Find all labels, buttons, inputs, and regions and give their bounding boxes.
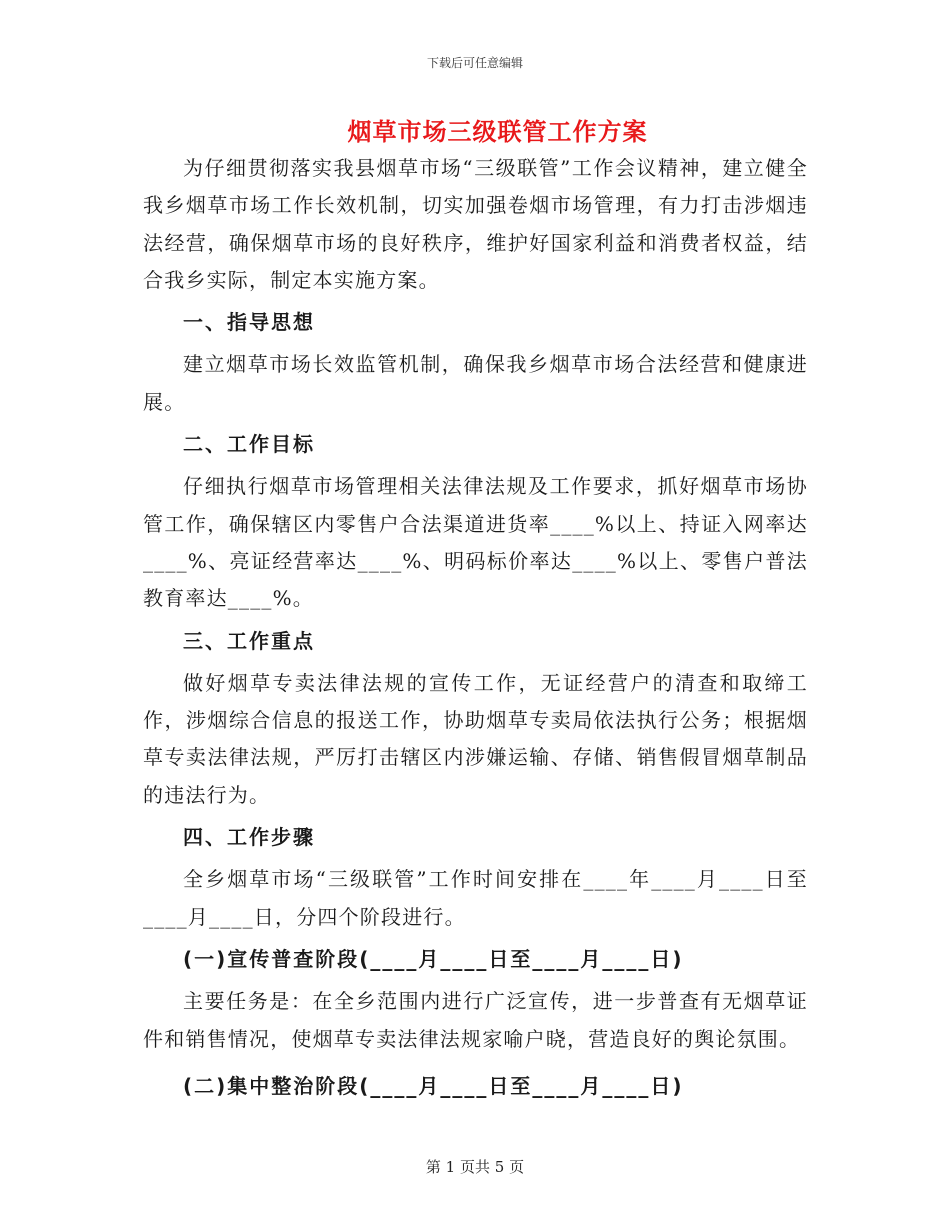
publicity-stage-paragraph: 主要任务是：在全乡范围内进行广泛宣传，进一步普查有无烟草证件和销售情况，使烟草专卖法律法规家喻户晓，营造良好的舆论氛围。 (143, 989, 808, 1051)
section-heading-work-focus: 三、工作重点 (183, 628, 315, 653)
page-footer: 第 1 页共 5 页 (425, 1158, 525, 1176)
section-heading-work-steps: 四、工作步骤 (183, 825, 315, 850)
page-header: 下载后可任意编辑 (426, 56, 523, 70)
section-heading-guiding-thought: 一、指导思想 (183, 310, 315, 335)
intro-paragraph: 为仔细贯彻落实我县烟草市场“三级联管”工作会议精神，建立健全我乡烟草市场工作长效机制，切实加强卷烟市场管理，有力打击涉烟违法经营，确保烟草市场的良好秩序，维护好国家利益和消费者权益，结合我乡实际，制定本实施方案。 (143, 156, 808, 292)
document-title: 烟草市场三级联管工作方案 (347, 117, 648, 146)
work-goals-paragraph: 仔细执行烟草市场管理相关法律法规及工作要求，抓好烟草市场协管工作，确保辖区内零售户合法渠道进货率____%以上、持证入网率达____%、亮证经营率达____%、明码标价率达____%以上、零售户普法教育率达____%。 (143, 474, 808, 611)
section-heading-work-goals: 二、工作目标 (183, 432, 315, 457)
subheading-rectification-stage: (二)集中整治阶段(____月____日至____月____日) (183, 1073, 684, 1098)
work-focus-paragraph: 做好烟草专卖法律法规的宣传工作，无证经营户的清查和取缔工作，涉烟综合信息的报送工作，协助烟草专卖局依法执行公务；根据烟草专卖法律法规，严厉打击辖区内涉嫌运输、存储、销售假冒烟草制品的违法行为。 (143, 670, 808, 807)
guiding-thought-paragraph: 建立烟草市场长效监管机制，确保我乡烟草市场合法经营和健康进展。 (143, 352, 808, 414)
work-steps-paragraph: 全乡烟草市场“三级联管”工作时间安排在____年____月____日至____月____日，分四个阶段进行。 (143, 867, 808, 929)
subheading-publicity-stage: (一)宣传普查阶段(____月____日至____月____日) (183, 946, 684, 971)
document-body (143, 150, 808, 1105)
